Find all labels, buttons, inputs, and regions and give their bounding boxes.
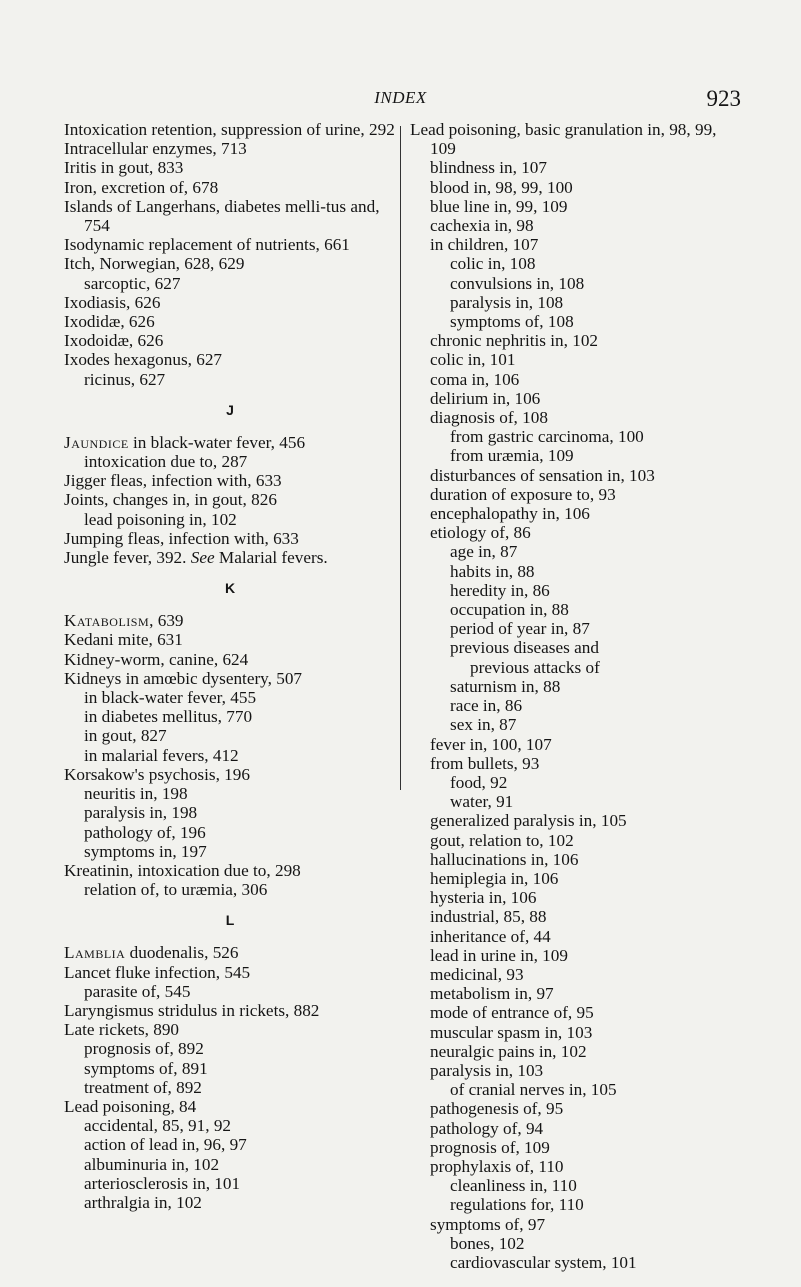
index-entry: pathogenesis of, 95 xyxy=(430,1099,564,1119)
index-entry: from bullets, 93 xyxy=(430,753,540,773)
index-entry: water, 91 xyxy=(450,792,514,812)
index-entry: previous attacks of xyxy=(470,657,600,677)
index-entry: of cranial nerves in, 105 xyxy=(450,1080,617,1100)
index-entry: pathology of, 196 xyxy=(84,822,206,842)
index-entry: previous diseases and xyxy=(450,638,599,658)
index-entry: colic in, 101 xyxy=(430,350,516,370)
index-entry: prophylaxis of, 110 xyxy=(430,1156,564,1176)
index-entry: arteriosclerosis in, 101 xyxy=(84,1173,241,1193)
index-entry: cachexia in, 98 xyxy=(430,216,534,236)
index-entry: gout, relation to, 102 xyxy=(430,830,574,850)
index-entry: lead in urine in, 109 xyxy=(430,945,568,965)
page-number: 923 xyxy=(706,86,741,111)
index-group-lead-poisoning xyxy=(410,120,745,1272)
index-entry xyxy=(64,548,396,567)
index-entry: Iron, excretion of, 678 xyxy=(64,177,219,197)
index-entry: paralysis in, 198 xyxy=(84,803,198,823)
index-entry: Ixodiasis, 626 xyxy=(64,292,161,312)
section-letter-l: L xyxy=(225,912,235,929)
index-entry: hysteria in, 106 xyxy=(430,888,537,908)
index-entry: lead poisoning in, 102 xyxy=(84,509,237,529)
index-entry: industrial, 85, 88 xyxy=(430,907,547,927)
index-entry: symptoms of, 891 xyxy=(84,1058,208,1078)
index-entry: disturbances of sensation in, 103 xyxy=(430,465,655,485)
see-reference: See xyxy=(190,548,215,568)
index-entry: relation of, to uræmia, 306 xyxy=(84,880,268,900)
index-group-j xyxy=(64,452,396,548)
index-entry: Kidney-worm, canine, 624 xyxy=(64,649,249,669)
index-entry: sex in, 87 xyxy=(450,715,517,735)
index-entry: symptoms in, 197 xyxy=(84,841,207,861)
index-entry: sarcoptic, 627 xyxy=(84,273,181,293)
index-entry: colic in, 108 xyxy=(450,254,536,274)
index-entry: Islands of Langerhans, diabetes melli-tus and, 754 xyxy=(64,196,380,236)
index-group-k xyxy=(64,630,396,899)
index-entry: metabolism in, 97 xyxy=(430,984,554,1004)
index-entry: paralysis in, 108 xyxy=(450,292,564,312)
index-entry: Joints, changes in, in gout, 826 xyxy=(64,490,277,510)
index-entry: Jigger fleas, infection with, 633 xyxy=(64,471,282,491)
index-entry: Lead poisoning, 84 xyxy=(64,1096,197,1116)
entry-small-caps: Lamblia xyxy=(64,943,126,963)
index-entry: food, 92 xyxy=(450,772,508,792)
index-entry: in gout, 827 xyxy=(84,726,167,746)
index-entry: Lancet fluke infection, 545 xyxy=(64,962,251,982)
index-entry xyxy=(64,433,396,452)
index-entry: diagnosis of, 108 xyxy=(430,408,548,428)
index-entry: cleanliness in, 110 xyxy=(450,1176,577,1196)
index-entry: Itch, Norwegian, 628, 629 xyxy=(64,254,245,274)
index-entry: mode of entrance of, 95 xyxy=(430,1003,594,1023)
index-entry: Ixodoidæ, 626 xyxy=(64,331,164,351)
index-entry: period of year in, 87 xyxy=(450,619,590,639)
entry-small-caps: Katabolism xyxy=(64,611,150,631)
index-entry: delirium in, 106 xyxy=(430,388,541,408)
index-entry: intoxication due to, 287 xyxy=(84,452,248,472)
index-entry: hallucinations in, 106 xyxy=(430,849,579,869)
entry-rest: , 639 xyxy=(149,611,184,631)
entry-rest: in black-water fever, 456 xyxy=(128,432,306,452)
index-entry: treatment of, 892 xyxy=(84,1077,202,1097)
index-entry: Kreatinin, intoxication due to, 298 xyxy=(64,860,301,880)
index-entry: Ixodes hexagonus, 627 xyxy=(64,350,223,370)
index-entry: Lead poisoning, basic granulation in, 98, 99, 109 xyxy=(410,120,717,159)
index-entry: generalized paralysis in, 105 xyxy=(430,811,627,831)
index-entry: neuritis in, 198 xyxy=(84,784,188,804)
index-entry: Iritis in gout, 833 xyxy=(64,158,184,178)
index-entry: Korsakow's psychosis, 196 xyxy=(64,764,250,784)
index-entry: habits in, 88 xyxy=(450,561,535,581)
index-column-left xyxy=(64,120,396,1212)
index-entry: race in, 86 xyxy=(450,696,523,716)
index-entry: Kidneys in amœbic dysentery, 507 xyxy=(64,668,303,688)
index-column-right xyxy=(410,120,745,1272)
index-entry: age in, 87 xyxy=(450,542,518,562)
entry-text: Jungle fever, 392. xyxy=(64,548,191,568)
index-entry: coma in, 106 xyxy=(430,369,520,389)
index-entry: convulsions in, 108 xyxy=(450,273,585,293)
index-entry: encephalopathy in, 106 xyxy=(430,504,590,524)
index-entry: blue line in, 99, 109 xyxy=(430,196,568,216)
entry-small-caps: Jaundice xyxy=(64,432,129,452)
index-entry: cardiovascular system, 101 xyxy=(450,1252,637,1272)
index-entry: pathology of, 94 xyxy=(430,1118,544,1138)
index-entry: occupation in, 88 xyxy=(450,600,569,620)
index-entry: Kedani mite, 631 xyxy=(64,630,183,650)
index-entry: fever in, 100, 107 xyxy=(430,734,552,754)
index-group-l xyxy=(64,963,396,1213)
index-entry: Ixodidæ, 626 xyxy=(64,312,155,332)
index-entry: etiology of, 86 xyxy=(430,523,531,543)
index-entry: paralysis in, 103 xyxy=(430,1060,544,1080)
index-entry: Late rickets, 890 xyxy=(64,1020,180,1040)
index-entry: Intracellular enzymes, 713 xyxy=(64,139,247,159)
index-group-i xyxy=(64,120,396,389)
index-entry: in diabetes mellitus, 770 xyxy=(84,707,253,727)
index-entry: duration of exposure to, 93 xyxy=(430,484,616,504)
index-entry: ricinus, 627 xyxy=(84,369,166,389)
index-entry: hemiplegia in, 106 xyxy=(430,868,559,888)
index-entry: blood in, 98, 99, 100 xyxy=(430,177,573,197)
index-entry: arthralgia in, 102 xyxy=(84,1192,202,1212)
index-entry: symptoms of, 97 xyxy=(430,1214,546,1234)
index-entry: heredity in, 86 xyxy=(450,580,550,600)
index-entry: in black-water fever, 455 xyxy=(84,688,257,708)
index-entry: saturnism in, 88 xyxy=(450,676,561,696)
section-letter-j: J xyxy=(226,401,234,418)
index-entry: inheritance of, 44 xyxy=(430,926,551,946)
index-entry: Laryngismus stridulus in rickets, 882 xyxy=(64,1000,320,1020)
section-letter-k: K xyxy=(224,580,236,597)
index-entry: parasite of, 545 xyxy=(84,981,191,1001)
index-entry: accidental, 85, 91, 92 xyxy=(84,1116,232,1136)
index-entry: chronic nephritis in, 102 xyxy=(430,331,599,351)
index-entry xyxy=(64,943,396,962)
index-entry: blindness in, 107 xyxy=(430,158,547,178)
index-entry: regulations for, 110 xyxy=(450,1195,584,1215)
index-entry: neuralgic pains in, 102 xyxy=(430,1041,587,1061)
index-entry: in malarial fevers, 412 xyxy=(84,745,239,765)
index-entry xyxy=(64,611,396,630)
index-entry: from uræmia, 109 xyxy=(450,446,574,466)
index-entry: albuminuria in, 102 xyxy=(84,1154,220,1174)
index-entry: muscular spasm in, 103 xyxy=(430,1022,593,1042)
index-entry: Isodynamic replacement of nutrients, 661 xyxy=(64,235,350,255)
entry-rest: duodenalis, 526 xyxy=(125,943,239,963)
column-divider xyxy=(400,126,401,790)
index-entry: Jumping fleas, infection with, 633 xyxy=(64,528,299,548)
index-entry: from gastric carcinoma, 100 xyxy=(450,427,644,447)
entry-rest: Malarial fevers. xyxy=(214,548,328,568)
index-entry: Intoxication retention, suppression of urine, 292 xyxy=(64,120,395,139)
index-entry: prognosis of, 109 xyxy=(430,1137,550,1157)
index-entry: action of lead in, 96, 97 xyxy=(84,1135,247,1155)
running-header: INDEX xyxy=(374,88,427,107)
index-entry: in children, 107 xyxy=(430,235,539,255)
index-entry: prognosis of, 892 xyxy=(84,1039,204,1059)
index-entry: medicinal, 93 xyxy=(430,964,524,984)
index-entry: bones, 102 xyxy=(450,1233,525,1253)
index-entry: symptoms of, 108 xyxy=(450,312,574,332)
